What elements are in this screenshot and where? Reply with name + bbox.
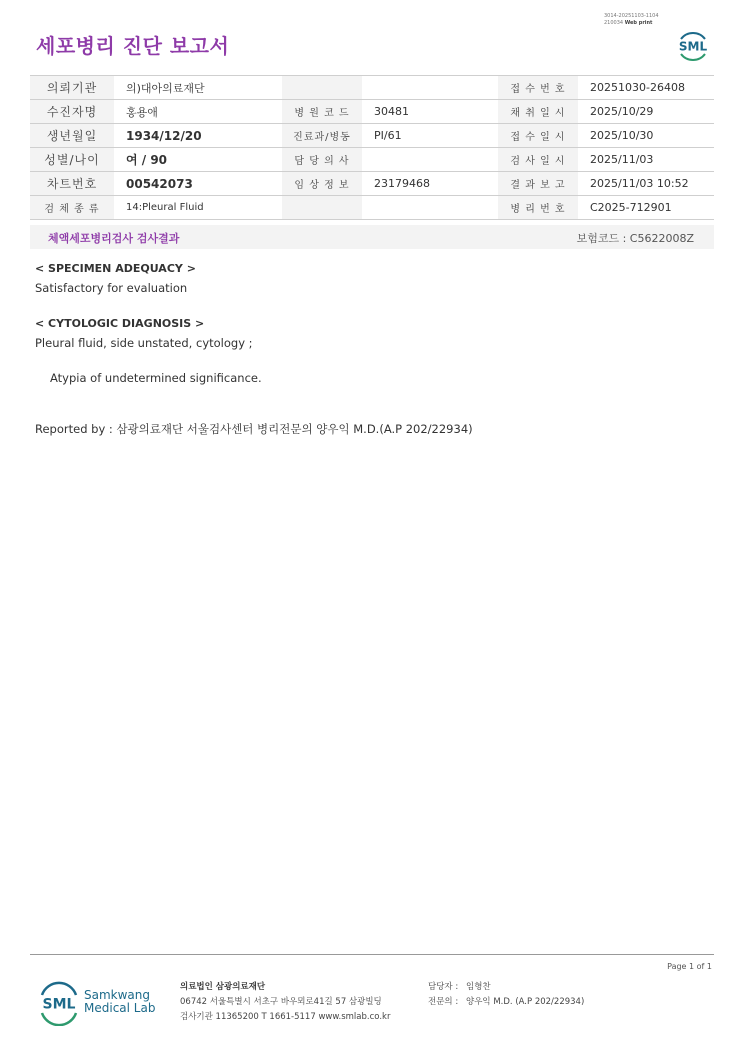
value-patient-name: 홍용애 [114, 100, 282, 124]
lab-name [84, 989, 155, 1015]
value-chart-number: 00542073 [114, 172, 282, 196]
footer-divider [30, 954, 714, 955]
label-pathology-number: 병 리 번 호 [498, 196, 578, 220]
diagnosis-line-2: Atypia of undetermined significance. [50, 371, 262, 385]
corp-contact: 검사기관 11365200 T 1661-5117 www.smlab.co.kr [180, 1012, 391, 1022]
staff-value-specialist: 양우익 M.D. (A.P 202/22934) [466, 997, 585, 1007]
value-sex-age: 여 / 90 [114, 148, 282, 172]
reported-by: Reported by : 삼광의료재단 서울검사센터 병리전문의 양우익 M.D.(A.P 202/22934) [35, 422, 473, 436]
value-receipt-number: 20251030-26408 [578, 76, 714, 100]
value-birth-date: 1934/12/20 [114, 124, 282, 148]
label-patient-name: 수진자명 [30, 100, 114, 124]
print-meta [604, 13, 659, 27]
corp-info [180, 980, 390, 1025]
insurance-code: 보험코드 : C5622008Z [576, 232, 694, 245]
value-test-date: 2025/11/03 [578, 148, 714, 172]
table-row [30, 124, 714, 148]
label-receipt-number: 접 수 번 호 [498, 76, 578, 100]
print-meta-line1: 3014-20251103-1104 [604, 13, 659, 19]
value-empty [362, 76, 498, 100]
value-department-ward: PI/61 [362, 124, 498, 148]
value-empty [362, 196, 498, 220]
sml-footer-logo-icon [37, 980, 81, 1026]
lab-name-line1: Samkwang [84, 988, 150, 1002]
label-hospital-code: 병 원 코 드 [282, 100, 362, 124]
result-header-bar [30, 225, 714, 249]
lab-name-line2: Medical Lab [84, 1001, 156, 1015]
table-row [30, 148, 714, 172]
result-title: 체액세포병리검사 검사결과 [48, 232, 180, 245]
value-hospital-code: 30481 [362, 100, 498, 124]
cytologic-diagnosis-heading: < CYTOLOGIC DIAGNOSIS > [35, 317, 205, 330]
value-attending-doctor [362, 148, 498, 172]
table-row [30, 172, 714, 196]
table-row [30, 196, 714, 220]
corp-address: 06742 서울특별시 서초구 바우뫼로41길 57 삼광빌딩 [180, 997, 382, 1007]
label-clinical-info: 임 상 정 보 [282, 172, 362, 196]
value-requesting-institution: 의)대아의료재단 [114, 76, 282, 100]
label-requesting-institution: 의뢰기관 [30, 76, 114, 100]
staff-value-manager: 임형찬 [466, 982, 491, 992]
label-empty [282, 76, 362, 100]
sml-logo-icon [674, 26, 712, 64]
web-print-label: Web print [624, 20, 653, 26]
specimen-adequacy-text: Satisfactory for evaluation [35, 281, 188, 295]
diagnosis-line-1: Pleural fluid, side unstated, cytology ; [35, 336, 253, 350]
label-collection-date: 채 취 일 시 [498, 100, 578, 124]
label-chart-number: 차트번호 [30, 172, 114, 196]
logo-text: SML [678, 39, 708, 54]
label-result-report: 결 과 보 고 [498, 172, 578, 196]
value-pathology-number: C2025-712901 [578, 196, 714, 220]
footer-logo-text: SML [42, 996, 76, 1013]
table-row [30, 100, 714, 124]
report-body [35, 262, 473, 437]
label-attending-doctor: 담 당 의 사 [282, 148, 362, 172]
staff-info [428, 980, 584, 1010]
table-row [30, 76, 714, 100]
label-department-ward: 진료과/병동 [282, 124, 362, 148]
staff-label-specialist: 전문의 : [428, 997, 459, 1007]
label-empty [282, 196, 362, 220]
value-result-report: 2025/11/03 10:52 [578, 172, 714, 196]
page-number: Page 1 of 1 [667, 962, 712, 971]
value-specimen-type: 14:Pleural Fluid [114, 196, 282, 220]
label-test-date: 검 사 일 시 [498, 148, 578, 172]
report-title: 세포병리 진단 보고서 [36, 34, 230, 58]
patient-info-table [30, 75, 714, 220]
corp-name: 의료법인 삼광의료재단 [180, 982, 266, 992]
specimen-adequacy-heading: < SPECIMEN ADEQUACY > [35, 262, 196, 275]
label-receipt-date: 접 수 일 시 [498, 124, 578, 148]
label-birth-date: 생년월일 [30, 124, 114, 148]
label-specimen-type: 검 체 종 류 [30, 196, 114, 220]
label-sex-age: 성별/나이 [30, 148, 114, 172]
value-clinical-info: 23179468 [362, 172, 498, 196]
staff-label-manager: 담당자 : [428, 982, 459, 992]
value-collection-date: 2025/10/29 [578, 100, 714, 124]
print-meta-line2: 210034 [604, 20, 624, 26]
value-receipt-date: 2025/10/30 [578, 124, 714, 148]
